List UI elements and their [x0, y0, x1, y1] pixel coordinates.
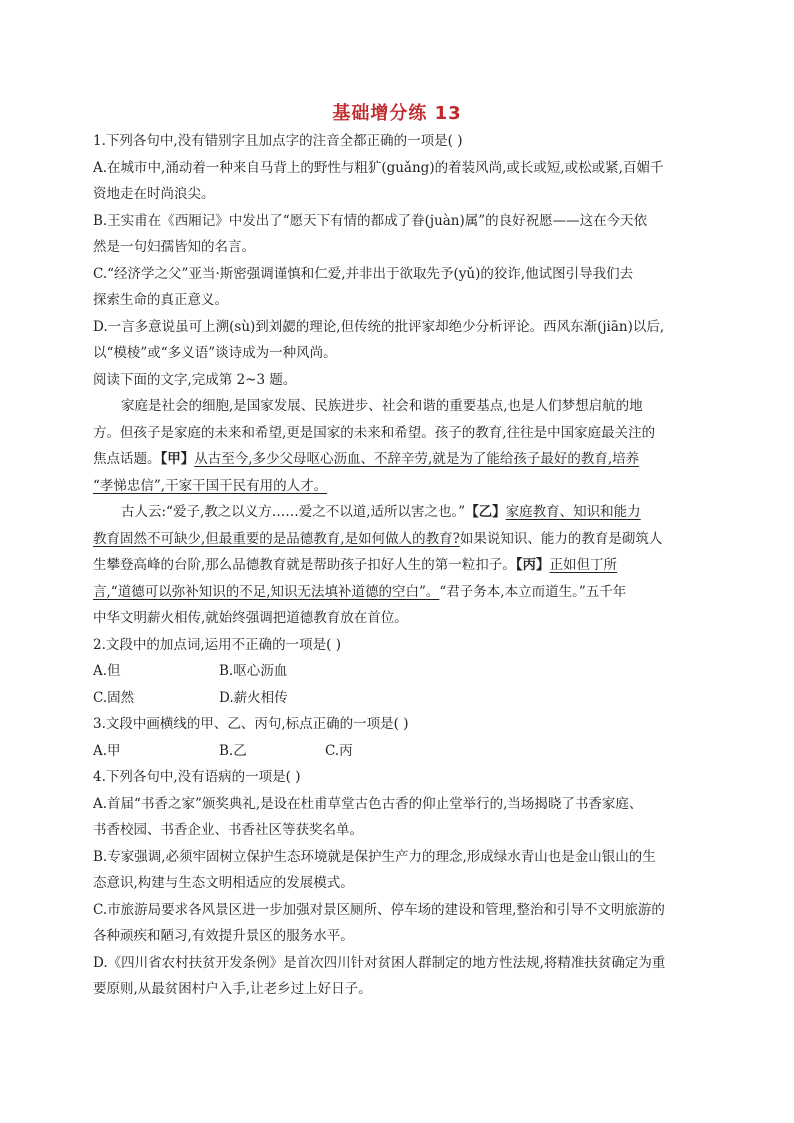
- q3-option-a: A.甲: [93, 742, 121, 759]
- q2-options-row2: [93, 685, 713, 712]
- passage-p2-line3-pre: 生攀登高峰的台阶,那么品德教育就是帮助孩子扣好人生的第一粒扣子。: [93, 557, 516, 573]
- q2-option-d: D.薪火相传: [219, 689, 288, 706]
- q3-options-row: [93, 738, 713, 765]
- q4-option-b-line2: 态意识,构建与生态文明相适应的发展模式。: [93, 875, 354, 891]
- q1-option-d-line1: D.一言多意说虽可上溯(sù)到刘勰的理论,但传统的批评家却绝少分析评论。西风东渐(jiān)以后,: [93, 318, 665, 335]
- q3-stem: 3.文段中画横线的甲、乙、丙句,标点正确的一项是( ): [93, 716, 409, 732]
- passage-p2-line3: [93, 552, 713, 579]
- underlined-sentence-yi-part2: 教育固然不可缺少,但最重要的是品德教育,是如何做人的教育?: [93, 530, 460, 547]
- q1-option-b-line1: B.王实甫在《西厢记》中发出了“愿天下有情的都成了眷(juàn)属”的良好祝愿——这在今天依: [93, 212, 648, 229]
- passage-p2-line2: [93, 526, 713, 553]
- q2-option-a: A.但: [93, 663, 121, 679]
- passage-p2-line2-post: 如果说知识、能力的教育是砌筑人: [459, 530, 663, 547]
- q4-option-a-line2: 书香校园、书香企业、书香社区等获奖名单。: [93, 822, 363, 838]
- q4-option-c-line1: C.市旅游局要求各风景区进一步加强对景区厕所、停车场的建设和管理,整治和引导不文明旅游的: [93, 901, 665, 918]
- page-title: 基础增分练 13: [332, 103, 462, 124]
- q1-option-a-line1: A.在城市中,涌动着一种来自马背上的野性与粗犷(guǎng)的着装风尚,或长或短,或松或紧,百媚千: [93, 159, 664, 176]
- passage-p1-line3-pre: 焦点话题。: [93, 451, 161, 467]
- passage-p1-line2: 方。但孩子是家庭的未来和希望,更是国家的未来和希望。孩子的教育,往往是中国家庭最关注的: [93, 424, 656, 441]
- q2-option-b: B.呕心沥血: [219, 663, 288, 679]
- passage-p1-line4: [93, 473, 713, 500]
- underlined-sentence-jia-part2: “孝悌忠信”,干家干国干民有用的人才。: [93, 477, 328, 494]
- q1-option-c-line1: C.“经济学之父”亚当·斯密强调谨慎和仁爱,并非出于欲取先予(yǔ)的狡诈,他试图引导我们去: [93, 265, 634, 282]
- passage-p2-line5: 中华文明薪火相传,就始终强调把道德教育放在首位。: [93, 610, 408, 626]
- passage-p2-line1-pre: 古人云:“爱子,教之以义方……爱之不以道,适所以害之也。”: [121, 504, 466, 520]
- sentence-mark-bing: 【丙】: [515, 557, 550, 573]
- q4-option-b-line1: B.专家强调,必须牢固树立保护生态环境就是保护生产力的理念,形成绿水青山也是金山银山的生: [93, 848, 656, 865]
- passage-p2-line4: [93, 579, 713, 606]
- q4-option-d-line2: 要原则,从最贫困村户入手,让老乡过上好日子。: [93, 981, 372, 997]
- passage-p1-line3: [93, 446, 713, 473]
- q3-option-b: B.乙: [219, 742, 247, 759]
- q4-option-d-line1: D.《四川省农村扶贫开发条例》是首次四川针对贫困人群制定的地方性法规,将精准扶贫确定为重: [93, 954, 666, 971]
- q3-option-c: C.丙: [325, 742, 353, 759]
- q4-option-a-line1: A.首届“书香之家”颁奖典礼,是设在杜甫草堂古色古香的仰止堂举行的,当场揭晓了书香家庭、: [93, 795, 643, 812]
- underlined-sentence-bing-part1: 正如但丁所: [549, 557, 618, 573]
- underlined-sentence-bing-part2: 言,“道德可以弥补知识的不足,知识无法填补道德的空白”。: [93, 583, 440, 600]
- q2-stem: 2.文段中的加点词,运用不正确的一项是( ): [93, 636, 341, 653]
- sentence-mark-jia: 【甲】: [160, 451, 195, 467]
- q1-option-b-line2: 然是一句妇孺皆知的名言。: [93, 239, 255, 255]
- passage-p1-line1: 家庭是社会的细胞,是国家发展、民族进步、社会和谐的重要基点,也是人们梦想启航的地: [121, 398, 643, 414]
- question-1: [93, 128, 713, 1003]
- q1-option-d-line2: 以“模棱”或“多义语”谈诗成为一种风尚。: [93, 345, 337, 361]
- q4-option-c-line2: 各种顽疾和陋习,有效提升景区的服务水平。: [93, 928, 354, 944]
- q2-options-row1: [93, 658, 713, 685]
- q1-option-c-line2: 探索生命的真正意义。: [93, 292, 228, 308]
- q4-stem: 4.下列各句中,没有语病的一项是( ): [93, 769, 301, 785]
- passage-intro: 阅读下面的文字,完成第 2~3 题。: [93, 371, 297, 388]
- passage-p2-line4-post: “君子务本,本立而道生。”五千年: [439, 583, 627, 600]
- underlined-sentence-jia-part1: 从古至今,多少父母呕心沥血、不辞辛劳,就是为了能给孩子最好的教育,培养: [194, 451, 640, 467]
- q1-stem: 1.下列各句中,没有错别字且加点字的注音全都正确的一项是( ): [93, 133, 463, 149]
- underlined-sentence-yi-part1: 家庭教育、知识和能力: [505, 504, 641, 520]
- sentence-mark-yi: 【乙】: [465, 504, 506, 520]
- q2-option-c: C.固然: [93, 689, 135, 706]
- q1-option-a-line2: 资地走在时尚浪尖。: [93, 186, 215, 202]
- passage-p2-line1: [93, 499, 713, 526]
